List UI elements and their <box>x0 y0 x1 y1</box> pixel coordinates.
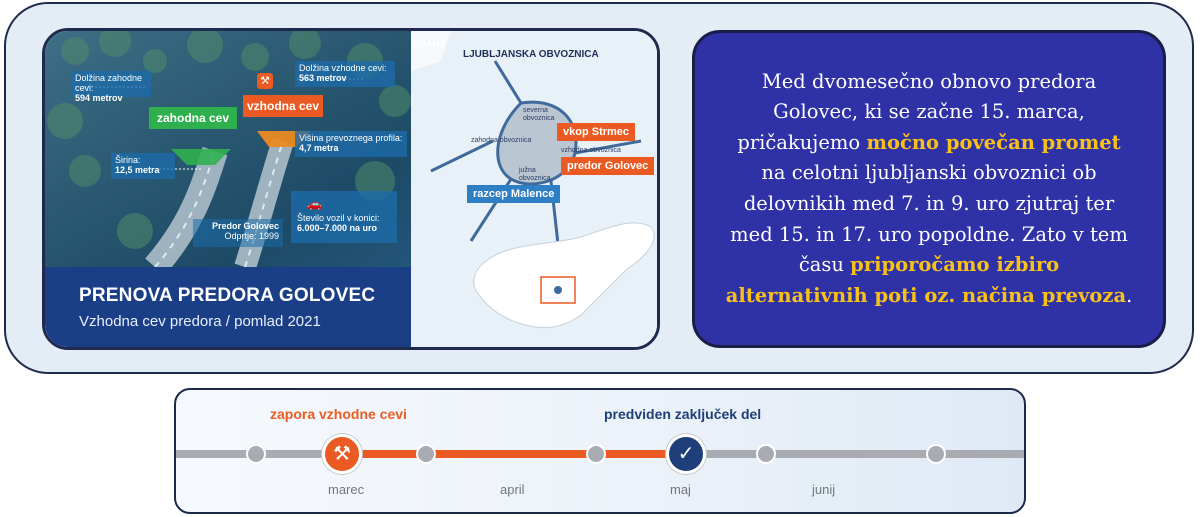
banner-title: PRENOVA PREDORA GOLOVEC <box>79 285 376 306</box>
roadwork-icon: ⚒ <box>257 73 273 89</box>
map-north-label: severna obvoznica <box>523 107 555 122</box>
ring-road-map <box>411 31 660 350</box>
width-label: Širina: <box>115 155 141 165</box>
map-west-label: zahodna obvoznica <box>471 137 532 144</box>
map-title: LJUBLJANSKA OBVOZNICA <box>463 49 599 60</box>
traffic-value: 6.000–7.000 na uro <box>297 223 378 233</box>
clearance-value: 4,7 metra <box>299 143 339 153</box>
map-south-label: južna obvoznica <box>519 167 551 182</box>
map-tag-malence: razcep Malence <box>467 185 560 203</box>
tunnel-photo <box>45 31 411 267</box>
timeline-month-marec: marec <box>328 482 365 497</box>
infographic <box>42 28 660 350</box>
announcement-part-3: . <box>1126 283 1133 307</box>
west-length-tile <box>71 71 151 103</box>
timeline-month-april: april <box>500 482 525 497</box>
timeline-closure-label: zapora vzhodne cevi <box>270 406 407 422</box>
width-tile <box>111 153 175 179</box>
east-tube-tag: vzhodna cev <box>243 95 323 117</box>
car-icon: 🚗 <box>307 197 322 211</box>
timeline-month-maj: maj <box>670 482 691 497</box>
tunnel-name: Predor Golovec <box>211 221 279 231</box>
west-tube-tag: zahodna cev <box>149 107 237 129</box>
tunnel-info-tile <box>193 219 283 247</box>
announcement-highlight-1: močno povečan promet <box>866 130 1121 154</box>
timeline-dot <box>586 444 606 464</box>
roadwork-icon: ⚒ <box>322 434 362 474</box>
announcement-highlight-2: priporočamo izbiro alternativnih poti oz. načina prevoza <box>725 253 1127 307</box>
east-length-value: 563 metrov <box>299 73 347 83</box>
tunnel-opened: Odprtje: 1999 <box>224 231 279 241</box>
timeline-completion-label: predviden zaključek del <box>604 406 762 422</box>
announcement-text <box>725 67 1133 312</box>
map-tag-golovec: predor Golovec <box>561 157 654 175</box>
top-panel <box>4 2 1194 374</box>
check-icon: ✓ <box>666 434 706 474</box>
west-length-label: Dolžina zahodne cevi: <box>75 73 143 93</box>
announcement-part-2: na celotni ljubljanski obvoznici ob delovnikih med 7. in 9. uro zjutraj ter med 15. in 17. uro popoldne. Zato v tem času <box>730 161 1128 277</box>
clearance-label: Višina prevoznega profila: <box>299 133 403 143</box>
timeline-closure-span <box>334 450 686 458</box>
timeline <box>174 388 1026 514</box>
announcement-part-1: Med dvomesečno obnovo predora Golovec, ki se začne 15. marca, pričakujemo <box>737 69 1097 154</box>
west-length-value: 594 metrov <box>75 93 123 103</box>
timeline-dot <box>246 444 266 464</box>
timeline-dot <box>926 444 946 464</box>
banner-subtitle: Vzhodna cev predora / pomlad 2021 <box>79 313 321 330</box>
east-length-label: Dolžina vzhodne cevi: <box>299 63 387 73</box>
map-kranj-label: KRANJ <box>413 39 445 49</box>
clearance-tile <box>295 131 407 157</box>
map-east-label: vzhodna obvoznica <box>561 147 621 154</box>
traffic-label: Število vozil v konici: <box>297 213 380 223</box>
width-value: 12,5 metra <box>115 165 160 175</box>
timeline-dot <box>416 444 436 464</box>
timeline-dot <box>756 444 776 464</box>
announcement-box <box>692 30 1166 348</box>
east-length-tile <box>295 61 395 87</box>
timeline-month-junij: junij <box>812 482 836 497</box>
title-banner <box>45 267 411 350</box>
map-tag-strmec: vkop Strmec <box>557 123 635 141</box>
